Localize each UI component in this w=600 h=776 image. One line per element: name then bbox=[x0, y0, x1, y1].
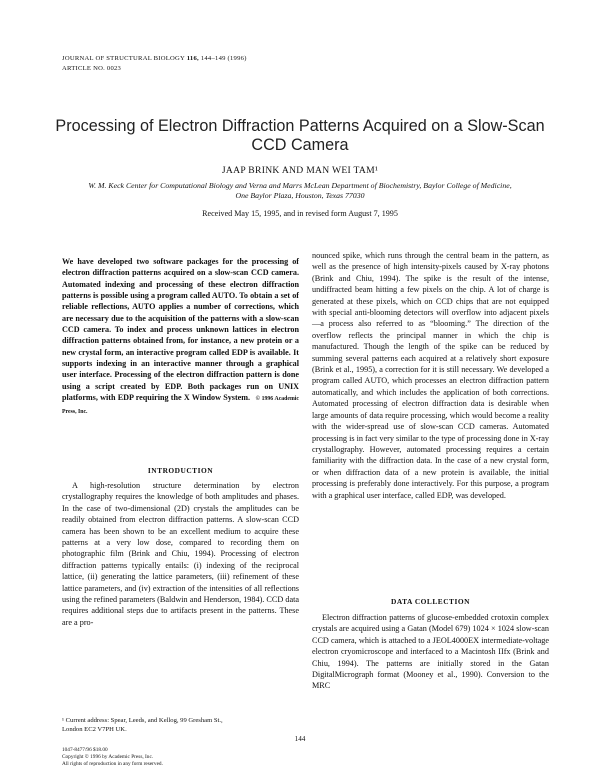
journal-name: JOURNAL OF STRUCTURAL BIOLOGY bbox=[62, 55, 185, 62]
heading-introduction: INTRODUCTION bbox=[147, 466, 214, 475]
data-collection-paragraph: Electron diffraction patterns of glucose-embedded crotoxin complex crystals are acquired using a Gatan (Model 679) 1024 × 1024 slow-scan CCD camera, which is attached to a JEOL4000EX intermediate-voltage electron cryomicroscope and interfaced to a Macintosh IIfx (Brink and Chiu, 1994). The patterns are initially stored in the Gatan DigitalMicrograph format (Mooney et al., 1990). Conversion to the MRC bbox=[312, 613, 549, 691]
publisher-copyright: Copyright © 1996 by Academic Press, Inc. bbox=[62, 753, 154, 760]
rights-notice: All rights of reproduction in any form reserved. bbox=[62, 760, 163, 767]
issn-price: 1047-8477/96 $18.00 bbox=[62, 747, 108, 753]
abstract-copyright-b: Press, Inc. bbox=[62, 409, 88, 416]
paper-title bbox=[40, 117, 560, 154]
title-line-1: Processing of Electron Diffraction Patterns Acquired on a Slow-Scan bbox=[55, 117, 545, 135]
footnote bbox=[62, 716, 299, 734]
footnote-line-2: London EC2 V7PH UK. bbox=[62, 726, 127, 733]
received-date: Received May 15, 1995, and in revised form August 7, 1995 bbox=[202, 209, 398, 218]
introduction-paragraph: A high-resolution structure determination by electron crystallography requires the knowledge of both amplitudes and phases. In the case of two-dimensional (2D) crystals the amplitudes can be readily obtained from electron diffraction patterns. A slow-scan CCD camera has been shown to be an excellent medium to acquire these patterns at a very low dose, compared to recording them on photographic film (Brink and Chiu, 1994). Processing of electron diffraction patterns typically entails: (i) indexing of the reciprocal lattice, (ii) generating the lattice parameters, (iii) refinement of these lattice parameters, and (iv) extraction of the intensities of all reflections using the refined parameters (Baldwin and Henderson, 1984). CCD data requires additional steps due to artifacts present in the patterns. These are a pro- bbox=[62, 481, 299, 627]
title-line-2: CCD Camera bbox=[251, 135, 349, 154]
journal-header bbox=[62, 54, 247, 73]
data-collection-column bbox=[312, 612, 549, 692]
footnote-line-1: ¹ Current address: Spear, Leeds, and Kellog, 99 Gresham St., bbox=[62, 717, 223, 724]
journal-pages: 144–149 (1996) bbox=[200, 55, 247, 62]
right-column-text bbox=[312, 250, 549, 501]
abstract-copyright-a: © 1996 Academic bbox=[255, 396, 299, 403]
heading-data-collection: DATA COLLECTION bbox=[391, 597, 470, 606]
affiliation-line-2: One Baylor Plaza, Houston, Texas 77030 bbox=[235, 191, 365, 201]
abstract-text: We have developed two software packages for the processing of electron diffraction patterns acquired on a slow-scan CCD camera. Automated indexing and processing of these electron diffraction patterns is possible using a program called AUTO. To obtain a set of reliable reflections, AUTO applies a number of corrections, which are necessary due to the acquisition of the patterns with a slow-scan CCD camera. To index and process unknown lattices in electron diffraction patterns obtained from, for instance, a new protein or a new crystal form, an interactive program called EDP is available. It supports indexing in an interactive manner through a graphical user interface. Processing of the electron diffraction pattern is done using a script created by EDP. Both packages run on UNIX platforms, with EDP requiring the X Window System. bbox=[62, 257, 299, 403]
article-number: ARTICLE NO. 0023 bbox=[62, 64, 122, 72]
affiliation bbox=[62, 181, 538, 201]
introduction-column bbox=[62, 480, 299, 628]
journal-citation bbox=[62, 54, 247, 64]
authors: JAAP BRINK AND MAN WEI TAM¹ bbox=[221, 165, 379, 176]
continued-paragraph: nounced spike, which runs through the central beam in the pattern, as well as the presence of high intensity-pixels caused by X-ray photons (Brink and Chiu, 1994). The spike is the result of the intense, undiffracted beam hitting a few pixels on the chip. A lot of charge is generated at these pixels, which on CCD chips that are not equipped with special anti-blooming detectors will overflow into adjacent pixels—a process also referred to as “blooming.” The direction of the overflow reflects the principal manner in which the chip is manufactured. Though the length of the spike can be reduced by summing several patterns each acquired at a relatively short exposure (Brink et al., 1995), a correction for it is still necessary. We developed a program called AUTO, which processes an electron diffraction pattern automatically, and which includes the application of both corrections. Automated processing of electron diffraction data is desirable when large amounts of data require processing, which would become a reality with the wider-spread use of slow-scan CCD cameras. Automated processing is in fact very similar to the type of processing done in X-ray crystallography. However, automated processing requires a certain familiarity with the diffraction data. In the case of a new crystal form, or when diffraction data of a new protein is available, the initial processing is preferably done interactively. For this purpose, a program with a graphical user interface, called EDP, was developed. bbox=[312, 251, 549, 500]
affiliation-line-1: W. M. Keck Center for Computational Biology and Verna and Marrs McLean Department of Biochemistry, Baylor College of Medicine, bbox=[88, 181, 512, 190]
page-number: 144 bbox=[294, 735, 306, 743]
abstract bbox=[62, 256, 299, 419]
copyright-block bbox=[62, 747, 163, 768]
journal-volume: 116, bbox=[186, 55, 199, 62]
